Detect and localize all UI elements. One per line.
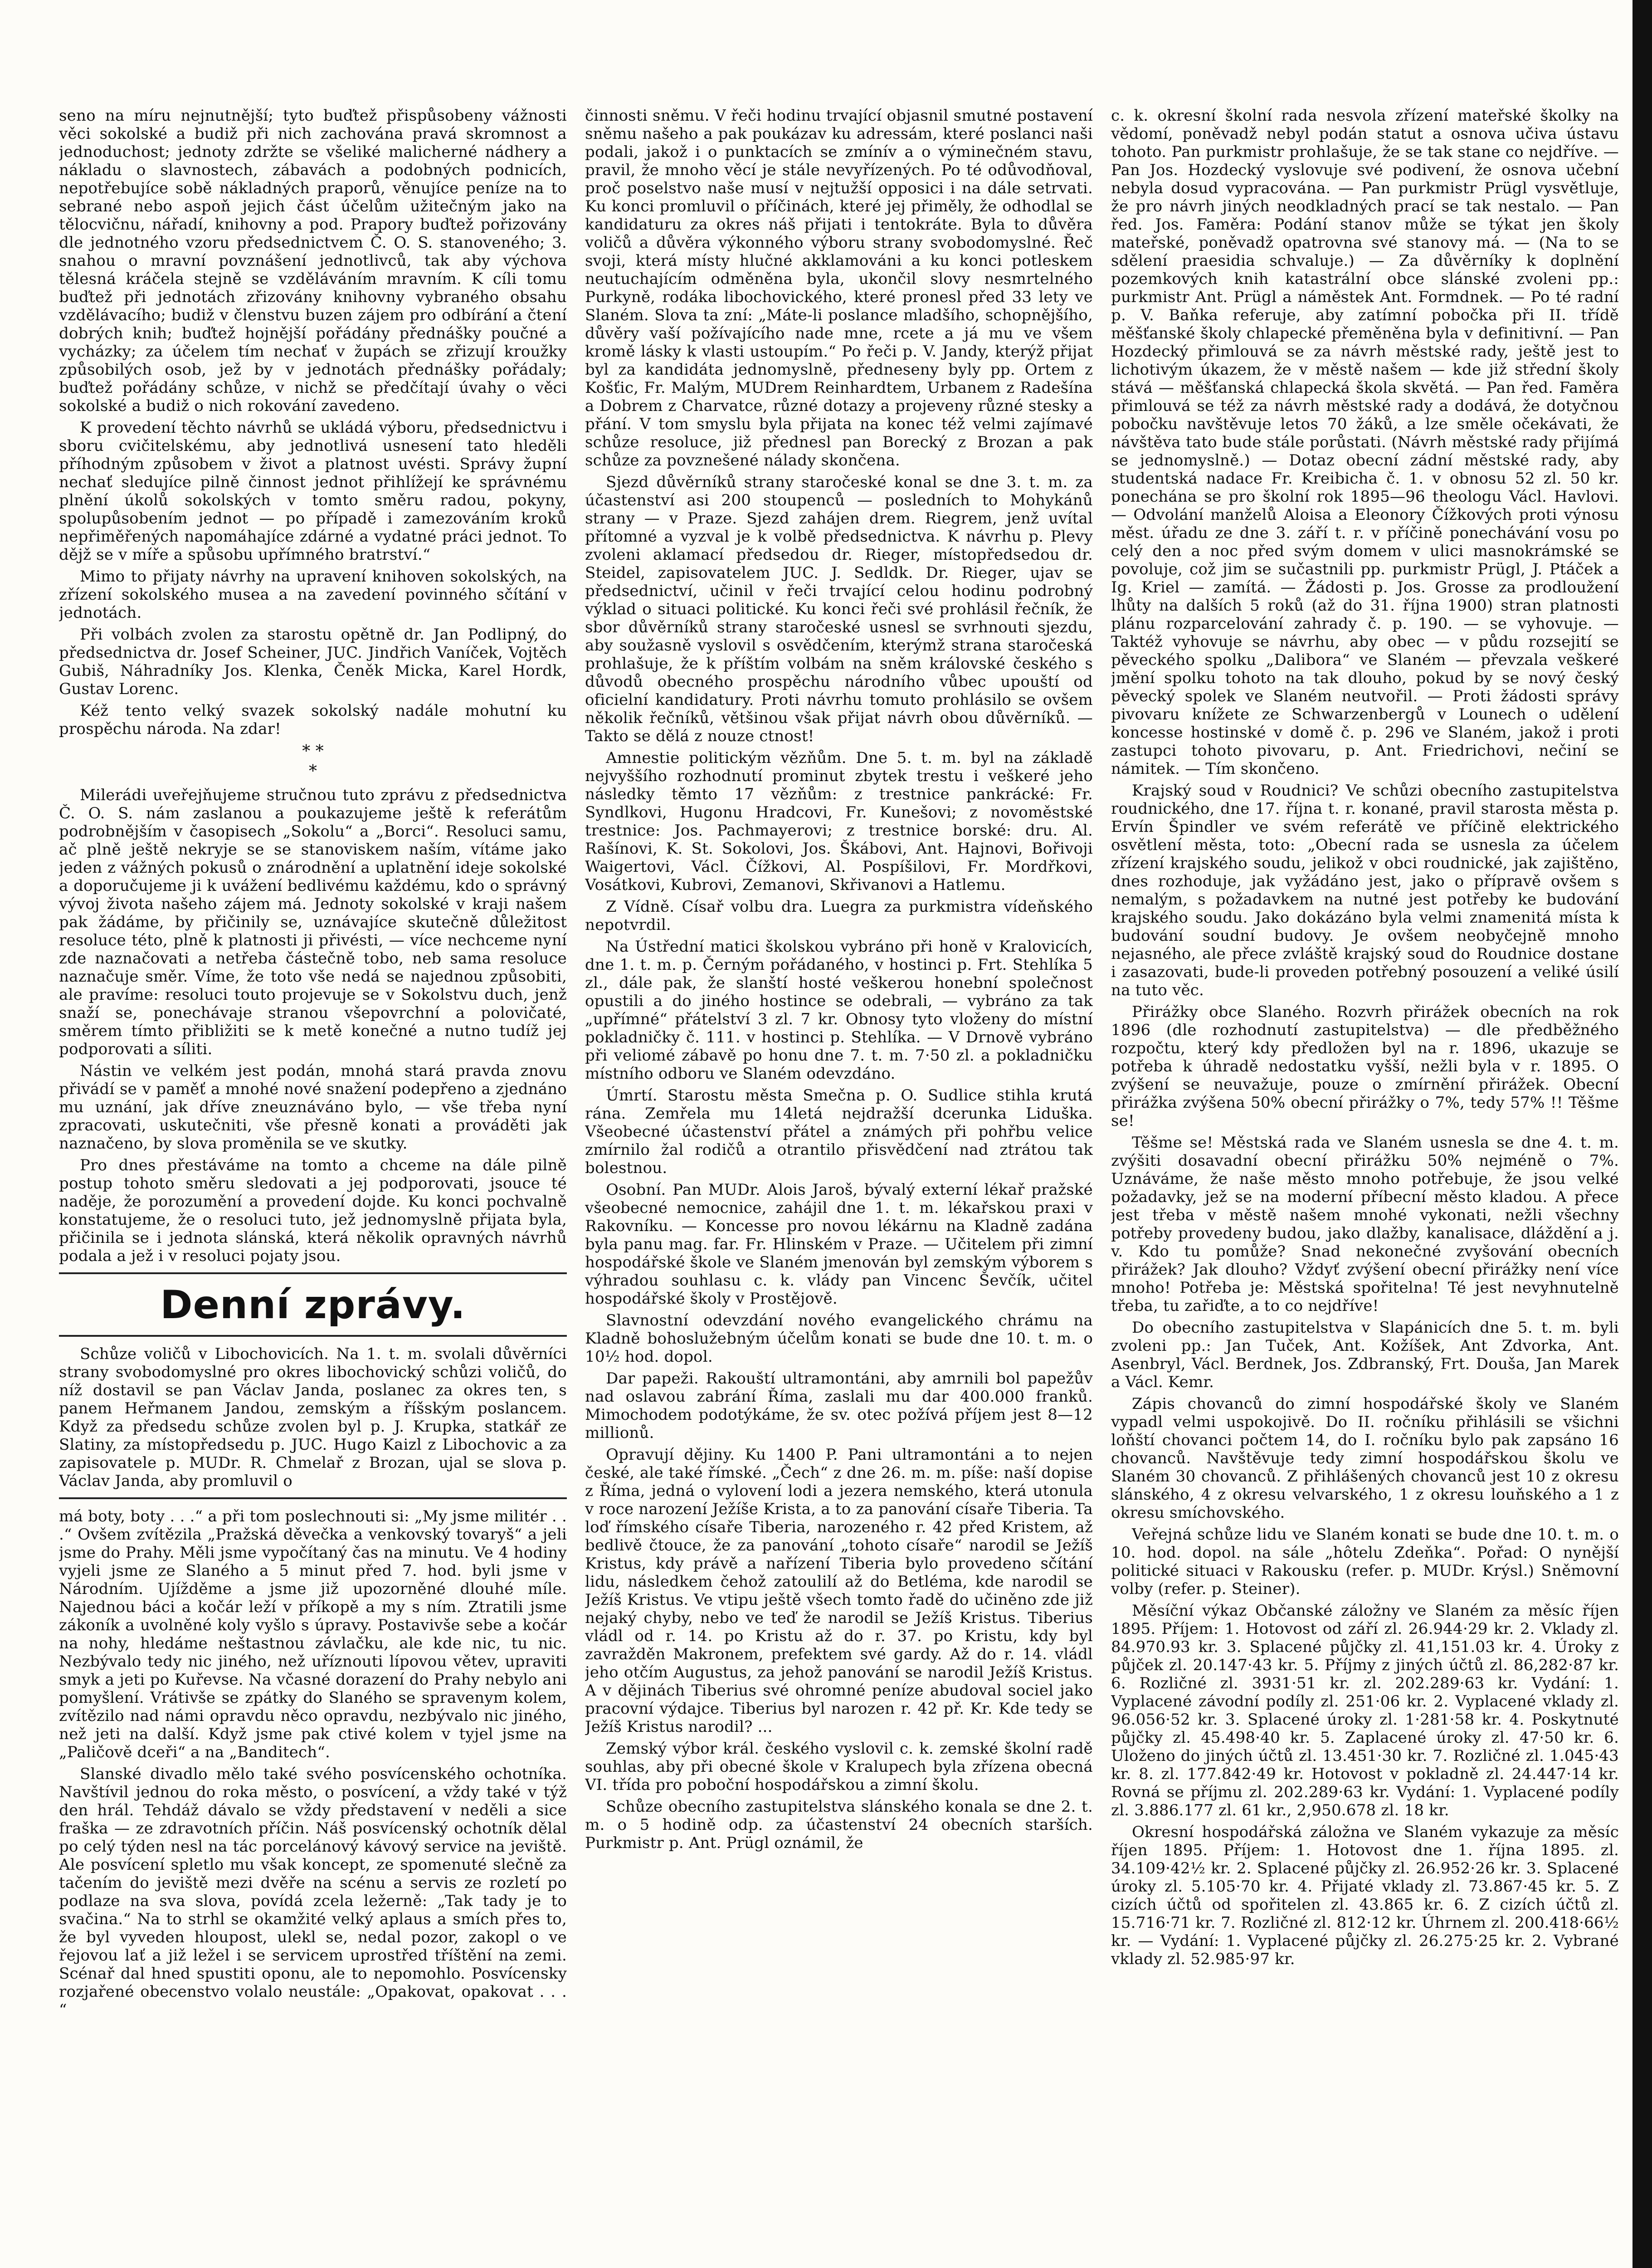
article-paragraph: Slanské divadlo mělo také svého posvícenského ochotníka. Navštívil jednou do roka město, o posvícení, a vždy také v týž den hrál. Tehdáž dávalo se vždy představení v neděli a sice fraška — ze zdravotních příčin. Náš posvícenský ochotník dělal po celý týden nesl na tác porcelánový kávový service na jeviště. Ale posvícení spletlo mu však koncept, ze spomenuté slečně za tačením do jeviště mezi dvěře na scénu a servis ze rozletí po podlaze na sva slova, povídá zcela ležerně: „Tak tady je to svačina.“ Na to strhl se okamžité velký aplaus a smích přes to, že byl vyveden hloupost, ulekl se, nedal pozor, zakopl o ve řejovou lať a již ležel i se servicem uprostřed tříštění na zemi. Scénař dal hned spustiti oponu, ale to nepomohlo. Posvícensky rozjařené obecenstvo volalo neustále: „Opakovat, opakovat . . . “ <box>59 1765 567 2019</box>
article-paragraph: Nástin ve velkém jest podán, mnohá stará pravda znovu přivádí se v paměť a mnohé nové snažení podepřeno a zjednáno mu uznání, jak dříve zneuznáváno bylo, — vše třeba nyní zpracovati, uskutečniti, vše přesně konati a prováděti jak naznačeno, by slova proměnila se ve skutky. <box>59 1062 567 1153</box>
news-item: Schůze obecního zastupitelstva slánského konala se dne 2. t. m. o 5 hodině odp. za účastenství 24 obecních starších. Purkmistr p. Ant. Prügl oznámil, že <box>585 1798 1093 1852</box>
news-item: Přirážky obce Slaného. Rozvrh přirážek obecních na rok 1896 (dle rozhodnutí zastupitelstva) — dle předběžného rozpočtu, který kdy předložen byl na r. 1896, ukazuje se potřeba k úhradě nedostatku vyšší, nežli byla v r. 1895. O zvýšení se neuvažuje, pouze o zmírnění přirážek. Obecní přirážka zvýšena 50% obecní přirážky o 7%, tedy 57% !! Těšme se! <box>1111 1003 1619 1130</box>
news-item: Veřejná schůze lidu ve Slaném konati se bude dne 10. t. m. o 10. hod. dopol. na sále „hôtelu Zdeňka“. Pořad: O nynější politické situaci v Rakousku (refer. p. MUDr. Krýsl.) Sněmovní volby (refer. p. Steiner). <box>1111 1525 1619 1598</box>
news-item: Krajský soud v Roudnici? Ve schůzi obecního zastupitelstva roudnického, dne 17. října t. r. konané, pravil starosta města p. Ervín Špindler ve svém referátě ve příčině elektrického osvětlení města, toto: „Obecní rada se usnesla za účelem zřízení krajského soudu, jelikož v obci roudnické, jak zajištěno, dnes rozhoduje, jak vyžádáno jest, jako o přípravě ovšem s nemalým, s požadavkem na nutné jest potřeby ke budování krajského soudu. Jako dokázáno byla velmi znamenitá místa k budování soudní budovy. Je ovšem neobyčejně mnoho nejasného, ale přece zvláště krajský soud do Roudnice dostane i zasazovati, bude-li proveden potřebný posouzení a veliké úsilí na tuto věc. <box>1111 782 1619 999</box>
column-3 <box>1111 107 1619 2268</box>
news-item: Slavnostní odevzdání nového evangelického chrámu na Kladně bohoslužebným účelům konati se bude dne 10. t. m. o 10½ hod. dopol. <box>585 1311 1093 1366</box>
section-divider <box>59 1497 567 1499</box>
news-item: Amnestie politickým vězňům. Dne 5. t. m. byl na základě nejvyššího rozhodnutí prominut zbytek trestu i veškeré jeho následky těmto 17 vězňům: z trestnice pankrácké: Fr. Syndlkovi, Hugonu Hradcovi, Fr. Kunešovi; z novoměstské trestnice: Jos. Pachmayerovi; z trestnice borské: dru. Al. Rašínovi, K. St. Sokolovi, Jos. Škábovi, Ant. Hajnovi, Bořivoji Waigertovi, Václ. Čížkovi, Al. Pospíšilovi, Fr. Mordřkovi, Vosátkovi, Kubrovi, Zemanovi, Skřivanovi a Hatlemu. <box>585 749 1093 894</box>
column-2 <box>585 107 1093 2268</box>
page-edge-shadow <box>1633 0 1652 2268</box>
column-1 <box>59 107 567 2268</box>
news-item: Opravují dějiny. Ku 1400 P. Pani ultramontáni a to nejen české, ale také římské. „Čech“ z dne 26. m. m. píše: naší dopise z Říma, jedná o vylovení lodi a jezera nemského, která utonula v roce narození Ježíše Krista, a to za panování císaře Tiberia. Ta loď římského císaře Tiberia, narozeného r. 42 před Kristem, až bedlivě čtouce, že za panování „tohoto císaře“ narodil se Ježíš Kristus, kdy právě a nařízení Tiberia bylo provedeno sčítání lidu, následkem čehož zatoulilí až do Betléma, kde narodil se Ježíš Kristus. Ve vtipu ještě všech tomto řadě do učiněno zde již nejaký chyby, nebo ve teď že narodil se Ježíš Kristus. Tiberius vládl od r. 14. po Kristu až do r. 37. po Kristu, kdy byl zavražděn Makronem, prefektem své gardy. Až do r. 14. vládl jeho otčím Augustus, za jehož panování se narodil Ježíš Kristus. A v dějinách Tiberius své ohromné peníze abudoval sociel jako pracovní výdajce. Tiberius byl narozen r. 42 př. Kr. Kde tedy se Ježíš Kristus narodil? ... <box>585 1446 1093 1736</box>
news-item: Zápis chovanců do zimní hospodářské školy ve Slaném vypadl velmi uspokojivě. Do II. ročníku přihlásili se všichni loňští chovanci počtem 14, do I. ročníku bylo pak zapsáno 16 chovanců. Navštěvuje tedy zimní hospodářskou školu ve Slaném 30 chovanců. Z přihlášených chovanců jest 10 z okresu slánského, 4 z okresu velvarského, 1 z okresu louňského a 1 z okresu smíchovského. <box>1111 1395 1619 1522</box>
news-item: Úmrtí. Starostu města Smečna p. O. Sudlice stihla krutá rána. Zemřela mu 14letá nejdražší dcerunka Liduška. Všeobecné účastenství přátel a známých při pohřbu velice zmírnilo žal rodičů a otrantilo přisvědčení nad ztrátou tak bolestnou. <box>585 1086 1093 1177</box>
article-paragraph: c. k. okresní školní rada nesvola zřízení mateřské školky na vědomí, poněvadž nebyl podán statut a osnova učiva ústavu tohoto. Pan purkmistr prohlašuje, že se tak stane co nejdříve. — Pan Jos. Hozdecký vyslovuje své podivení, že osnova učební nebyla dosud vypracována. — Pan purkmistr Prügl vysvětluje, že pro návrh jiných neodkladných prací se tak nestalo. — Pan řed. Jos. Faměra: Podání stanov může se týkat jen školy mateřské, poněvadž opatrovna své stanovy má. — (Na to se sdělení praesidia schvaluje.) — Za důvěrníky k doplnění pozemkových knih katastrální obce slánské zvoleni pp.: purkmistr Ant. Prügl a náměstek Ant. Formdnek. — Po té radní p. V. Baňka referuje, aby zatímní pobočka při II. třídě měšťanské školy chlapecké přeměněna byla v definitivní. — Pan Hozdecký přimlouvá se za návrh městské rady, ještě jest to lichotivým úkazem, že v městě našem — kde již střední školy stává — měšťanská chlapecká škola skvětá. — Pan řed. Faměra přimlouvá se též za návrh městské rady a dodává, že dotyčnou pobočku navštěvuje letos 70 žáků, a lze směle očekávati, že návštěva tato bude stále porůstati. (Návrh městské rady přijímá se jednomyslně.) — Dotaz obecní zádní městské rady, aby studentská nadace Fr. Kreibicha č. 1. v obnosu 52 zl. 50 kr. ponechána se pro školní rok 1895—96 theologu Václ. Havlovi. — Odvolání manželů Aloisa a Eleonory Čížkových proti výnosu měst. úřadu ze dne 3. září t. r. v příčině ponechávání vosu po celý den a noc před svým domem v ulici masnokrámské se povoluje, což jim se sučastnili pp. purkmistr Prügl, J. Ptáček a Ig. Kriel — zamítá. — Žádosti p. Jos. Grosse za prodloužení lhůty na dalších 5 roků (až do 31. října 1900) stran platnosti plánu rozparcelování zahrady č. p. 190. — se vyhovuje. — Taktéž vyhovuje se návrhu, aby obec — v půdu rozsejití se pěveckého spolku „Dalibora“ ve Slaném — převzala veškeré jmění spolku tohoto na tak dlouho, pokud by se nový český pěvecký spolek ve Slaném neutvořil. — Proti žádosti správy pivovaru knížete ze Schwarzenbergů v Lounech o udělení koncesse hostinské v domě č. p. 296 ve Slaném, jakož i proti zastupci tohoto pivovaru, p. Ant. Friedrichovi, nečiní se námitek. — Tím skončeno. <box>1111 107 1619 778</box>
article-paragraph: činnosti sněmu. V řeči hodinu trvající objasnil smutné postavení sněmu našeho a pak poukázav ku adressám, které poslanci naši podali, jakož i o punktacích se zmínív a o výminečném stavu, pravil, že mnoho věcí je stále nevyřízených. Po té odůvodňoval, proč poselstvo naše musí v nejtužší opposici i na dále setrvati. Ku konci promluvil o příčinách, které jej přiměly, že odhodlal se kandidaturu za okres náš přijati i tentokráte. Byla to důvěra voličů a důvěra výkonného výboru strany svobodomyslné. Řeč svoji, která místy hlučné akklamováni a ku konci potleskem neutuchajícím odměněna byla, ukončil slovy nesmrtelného Purkyně, rodáka libochovického, které pronesl před 33 lety ve Slaném. Slova ta zní: „Máte-li poslance mladšího, schopnějšího, důvěry vaší požívajícího nade mne, rcete a já mu ve všem kromě lásky k vlasti ustoupím.“ Po řeči p. V. Jandy, kterýž přijat byl za kandidáta jednomyslně, předneseny byly pp. Ortem z Košťic, Fr. Malým, MUDrem Reinhardtem, Urbanem z Radešína a Dobrem z Charvatce, různé dotazy a projeveny různé stesky a přání. V tom smyslu byla přijata na konec též velmi zajímavé schůze resoluce, již přednesl pan Borecký z Brozan a pak schůze za povznešené nálady skončena. <box>585 107 1093 469</box>
article-paragraph: Milerádi uveřejňujeme stručnou tuto zprávu z předsednictva Č. O. S. nám zaslanou a poukazujeme ještě k referátům podrobnějším v časopisech „Sokolu“ a „Borci“. Resoluci samu, ač plně ještě nekryje se se stanoviskem naším, vítáme jako jeden z vážných pokusů o znárodnění a uplatnění ideje sokolské a doporučujeme ji k uvážení bedlivému každému, kdo o správný vývoj života našeho zájem má. Jednoty sokolské v kraji našem pak žádáme, by přičinily se, uznávajíce skutečně důležitost resoluce této, plně k platnosti ji přivésti, — více nechceme nyní zde naznačovati a netřeba částečně tobo, neb sama resoluce naznačuje směr. Víme, že toto vše nedá se najednou způsobiti, ale pravíme: resoluci touto projevuje se v Sokolstvu duch, jenž snaží se, ponechávaje stranou všepovrchní a polovičaté, směrem tímto přibližiti se k metě konečné a nutno tudíž jej podporovati a síliti. <box>59 786 567 1058</box>
news-item: Do obecního zastupitelstva v Slapánicích dne 5. t. m. byli zvoleni pp.: Jan Tuček, Ant. Kožíšek, Ant Zdvorka, Ant. Asenbryl, Václ. Berdnek, Jos. Zdbranský, Frt. Douša, Jan Marek a Václ. Kemr. <box>1111 1319 1619 1391</box>
news-item: Zemský výbor král. českého vyslovil c. k. zemské školní radě souhlas, aby při obecné škole v Kralupech byla zřízena obecná VI. třída pro poboční hospodářskou a zimní školu. <box>585 1740 1093 1794</box>
news-item: Osobní. Pan MUDr. Alois Jaroš, bývalý externí lékař pražské všeobecné nemocnice, zahájil dne 1. t. m. lékařskou praxi v Rakovníku. — Koncesse pro novou lékárnu na Kladně zadána byla panu mag. far. Fr. Hlinském v Praze. — Učitelem při zimní hospodářské škole ve Slaném jmenován byl zemským výborem s výhradou souhlasu c. k. vlády pan Vincenc Ševčík, učitel hospodářské školy v Prostějově. <box>585 1181 1093 1308</box>
text-columns <box>59 107 1619 2268</box>
article-paragraph: Kéž tento velký svazek sokolský nadále mohutní ku prospěchu národa. Na zdar! <box>59 702 567 738</box>
article-paragraph: Pro dnes přestáváme na tomto a chceme na dále pilně postup tohoto směru sledovati a jej podporovati, jsouce té naděje, že porozumění a provedení dojde. Ku konci pochvalně konstatujeme, že o resoluci tuto, jež jednomyslně přijata byla, přičinila se i jednota slánská, která několik opravných návrhů podala a jež i v resoluci pojaty jsou. <box>59 1156 567 1265</box>
news-item: Těšme se! Městská rada ve Slaném usnesla se dne 4. t. m. zvýšiti dosavadní obecní přirážku 50% nejméně o 7%. Uznáváme, že naše město mnoho potřebuje, že jsou velké požadavky, jež se na moderní příbecní město kladou. A přece jest třeba v městě našem mnohé vykonati, nežli všechny potřeby provedeny budou, jako dlažby, kanalisace, dláždění a j. v. Kdo tu pomůže? Snad nekonečné zvyšování obecních přirážek? Jak dlouho? Vždyť zvýšení obecní přirážky není více mnoho! Potřeba je: Městská spořitelna! Té jest nevyhnutelně třeba, tu zařiďte, a to co nejdříve! <box>1111 1134 1619 1315</box>
section-divider <box>59 1272 567 1274</box>
news-item: Měsíční výkaz Občanské záložny ve Slaném za měsíc říjen 1895. Příjem: 1. Hotovost od září zl. 26.944·29 kr. 2. Vklady zl. 84.970.93 kr. 3. Splacené půjčky zl. 41,151.03 kr. 4. Úroky z půjček zl. 20.147·43 kr. 5. Příjmy z jiných účtů zl. 86,282·87 kr. 6. Rozličné zl. 3931·51 kr. zl. 202.289·63 kr. Vydání: 1. Vyplacené závodní podíly zl. 251·06 kr. 2. Vyplacené vklady zl. 96.056·52 kr. 3. Splacené úroky zl. 1·281·58 kr. 4. Poskytnuté půjčky zl. 45.498·40 kr. 5. Zaplacené úroky zl. 47·50 kr. 6. Uloženo do jiných účtů zl. 13.451·30 kr. 7. Rozličné zl. 1.045·43 kr. 8. zl. 177.842·49 kr. Hotovost v pokladně zl. 24.447·14 kr. Rovná se příjmu zl. 202.289·63 kr. Vydání: 1. Vyplacené podíly zl. 3.886.177 zl. 61 kr., 2,950.678 zl. 18 kr. <box>1111 1602 1619 1819</box>
news-item: Sjezd důvěrníků strany staročeské konal se dne 3. t. m. za účastenství asi 200 stoupenců — posledních to Mohykánů strany — v Praze. Sjezd zahájen drem. Riegrem, jenž uvítal přítomné a vyzval je k volbě předsednictva. K návrhu p. Plevy zvoleni aklamací předsedou dr. Rieger, místopředsedou dr. Steidel, zapisovatelem JUC. J. Sedldk. Dr. Rieger, ujav se předsednictví, učinil v řeči trvající celou hodinu podrobný výklad o situaci politické. Ku konci řeči své prohlásil řečník, že sbor důvěrníků strany staročeské usnesl se svrhnouti sjezdu, aby soužasně vyslovil s osvědčením, kterýmž strana staročeská prohlašuje, že k příštím volbám na sněm královské českého s důvodů obecného prospěchu národního vůbec upouští od oficielní kandidatury. Proti návrhu tomuto prohlásilo se ovšem několik řečníků, většinou však přijat návrh obou důvěrníků. — Takto se dělá z nouze ctnost! <box>585 473 1093 745</box>
section-title: Denní zprávy. <box>160 1282 466 1328</box>
news-item: Z Vídně. Císař volbu dra. Luegra za purkmistra vídeňského nepotvrdil. <box>585 898 1093 934</box>
section-separator-stars: * * * <box>302 742 324 781</box>
news-item: Dar papeži. Rakouští ultramontáni, aby amrnili bol papežův nad oslavou zabrání Říma, zaslali mu dar 400.000 franků. Mimochodem podotýkáme, že sv. otec požívá příjem jest 8—12 millionů. <box>585 1369 1093 1442</box>
article-paragraph: K provedení těchto návrhů se ukládá výboru, předsednictvu i sboru cvičitelskému, aby jednotlivá usnesení tato hleděli příhodným způsobem v život a platnost uvésti. Správy župní nechať sledujíce pilně činnost jednot přihlížejí ke správnému plnění úkolů sokolských v tomto směru radou, pokyny, spolupůsobením jednot — po případě i zamezováním kroků nepřiměřených napomáhajíce zdárné a vydatné práci jednot. To dějž se v míře a spůsobu upřímného bratrství.“ <box>59 419 567 564</box>
article-paragraph: má boty, boty . . .“ a při tom poslechnouti si: „My jsme militér . . .“ Ovšem zvítězila „Pražská děvečka a venkovský tovaryš“ a jeli jsme do Prahy. Měli jsme vypočítaný čas na minutu. Ve 4 hodiny vyjeli jsme ze Slaného a 5 minut před 7. hod. byli jsme v Národním. Ujížděme a jsme již upozorněné dlouhé míle. Najednou báci a kočár leží v příkopě a my s ním. Ztratili jsme zákoník a uvolněné koly vyšlo s úpravy. Postavivše sebe a kočár na nohy, hledáme neštastnou závlačku, ale kde nic, tu nic. Nezbývalo tedy nic jiného, než uříznouti lípovou větev, upraviti smyk a jeti po Kuřevse. Na včasné dorazení do Prahy nebylo ani pomyšlení. Vrátivše se zpátky do Slaného se spravenym kolem, zvítězilo nad námi opravdu něco opravdu, nezbývalo nic jiného, než jeti na další. Když jsme pak ctivé kolem v tyjel jsme na „Paličově dceři“ a na „Banditech“. <box>59 1507 567 1761</box>
article-paragraph: Mimo to přijaty návrhy na upravení knihoven sokolských, na zřízení sokolského musea a na zavedení povinného sčítání v jednotách. <box>59 567 567 622</box>
article-paragraph: seno na míru nejnutnější; tyto buďtež přispůsobeny vážnosti věci sokolské a budiž při nich zachována pravá skromnost a jednoduchost; jednoty zdržte se všeliké malicherné nádhery a nákladu o slavnostech, zábavách a podobných podnicích, nepotřebujíce sobě nákladných praporů, věnujíce peníze na to sebrané nebo aspoň jejich část účelům užitečným jako na tělocvičnu, nářadí, knihovny a pod. Prapory buďtež pořizovány dle jednotného vzoru předsednictvem Č. O. S. stanoveného; 3. snahou o mravní povznášení jednotlivců, tak aby výchova tělesná kráčela stejně se vzděláváním mravním. K cíli tomu buďtež při jednotách zřizovány knihovny vybraného obsahu vzdělávacího; budiž v členstvu buzen zájem pro odbírání a čtení dobrých knih; buďtež hojnější pořádány přednášky poučné a vycházky; za účelem tím nechať v župách se zřizují kroužky způsobilých osob, jež by v jednotách přednášky pořádaly; buďtež pořádány schůze, v nichž se předčítají úvahy o věci sokolské a budiž o nich rokování zavedeno. <box>59 107 567 415</box>
article-paragraph: Při volbách zvolen za starostu opětně dr. Jan Podlipný, do předsednictva dr. Josef Scheiner, JUC. Jindřich Vaníček, Vojtěch Gubiš, Náhradníky Jos. Klenka, Čeněk Micka, Karel Hordk, Gustav Lorenc. <box>59 626 567 698</box>
section-divider <box>59 1335 567 1337</box>
news-item: Na Ústřední matici školskou vybráno při honě v Kralovicích, dne 1. t. m. p. Černým pořádaného, v hostinci p. Frt. Stehlíka 5 zl., dále pak, že slanští hosté veškerou honební společnost opustili a do jiného hostince se odebrali, — vybráno za tak „upřímné“ přátelství 3 zl. 7 kr. Obnosy tyto vloženy do místní pokladničky č. 111. v hostinci p. Stehlíka. — V Drnově vybráno při veliomé zábavě po honu dne 7. t. m. 7·50 zl. a pokladničku místního odboru ve Slaném odevzdáno. <box>585 938 1093 1083</box>
news-item: Schůze voličů v Libochovicích. Na 1. t. m. svolali důvěrníci strany svobodomyslné pro okres libochovický schůzi voličů, do níž dostavil se pan Václav Janda, poslanec za okres ten, s panem Heřmanem Jandou, zemským a říšským poslancem. Když za předsedu schůze zvolen byl p. J. Krupka, statkář ze Slatiny, za místopředsedu p. JUC. Hugo Kaizl z Libochovic a za zapisovatele p. MUDr. R. Chmelař z Brozan, ujal se slova p. Václav Janda, aby promluvil o <box>59 1345 567 1490</box>
news-item: Okresní hospodářská záložna ve Slaném vykazuje za měsíc říjen 1895. Příjem: 1. Hotovost dne 1. října 1895. zl. 34.109·42½ kr. 2. Splacené půjčky zl. 26.952·26 kr. 3. Splacené úroky zl. 5.105·70 kr. 4. Přijaté vklady zl. 73.867·45 kr. 5. Z cizích účtů od spořitelen zl. 43.865 kr. 6. Z cizích účtů zl. 15.716·71 kr. 7. Rozličné zl. 812·12 kr. Úhrnem zl. 200.418·66½ kr. — Vydání: 1. Vyplacené půjčky zl. 26.275·25 kr. 2. Vybrané vklady zl. 52.985·97 kr. <box>1111 1823 1619 1968</box>
